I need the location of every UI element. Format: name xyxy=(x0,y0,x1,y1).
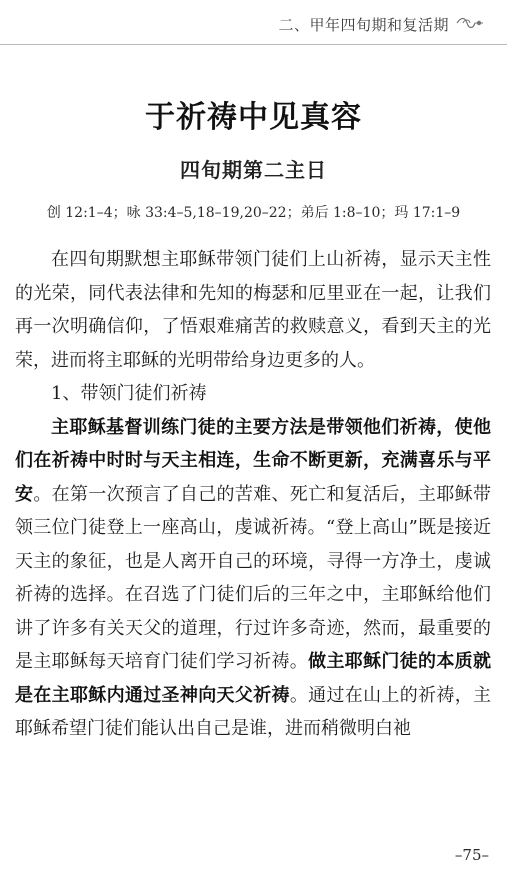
emphasized-text: 做主耶稣门徒的本质就是在主耶稣内通过圣神向天父祈祷 xyxy=(15,651,492,706)
article-body xyxy=(15,243,491,746)
body-paragraph xyxy=(15,411,491,746)
emphasized-text: 主耶稣基督训练门徒的主要方法是带领他们祈祷，使他们在祈祷中时时与天主相连，生命不断更新，充满喜乐与平安 xyxy=(15,416,491,505)
scripture-readings: 创 12:1–4；咏 33:4–5,18–19,20–22；弟后 1:8–10；玛 17:1–9 xyxy=(46,205,461,221)
intro-paragraph: 在四旬期默想主耶稣带领门徒们上山祈祷，显示天主性的光荣，同代表法律和先知的梅瑟和厄里亚在一起，让我们再一次明确信仰，了悟艰难痛苦的救赎意义，看到天主的光荣，进而将主耶稣的光明带给身边更多的人。 xyxy=(15,249,491,371)
header-rule xyxy=(0,44,507,45)
section-heading: 1、带领门徒们祈祷 xyxy=(51,383,207,404)
running-header xyxy=(278,14,485,35)
page-number: –75– xyxy=(454,846,489,864)
body-text-segment: 。通过在山上的祈祷，主耶稣希望门徒们能认出自己是谁，进而稍微明白祂 xyxy=(15,684,492,739)
flourish-ornament-icon xyxy=(455,16,485,34)
article-title: 于祈祷中见真容 xyxy=(145,100,362,135)
section-title: 二、甲年四旬期和复活期 xyxy=(278,16,449,34)
body-text-segment: 。在第一次预言了自己的苦难、死亡和复活后，主耶稣带领三位门徒登上一座高山，虔诚祈祷。“登上高山”既是接近天主的象征，也是人离开自己的环境，寻得一方净土，虔诚祈祷的选择。在召选了门徒们后的三年之中，主耶稣给他们讲了许多有关天父的道理，行过许多奇迹，然而，最重要的是主耶稣每天培育门徒们学习祈祷。 xyxy=(15,483,492,672)
article-subtitle: 四旬期第二主日 xyxy=(180,158,327,182)
